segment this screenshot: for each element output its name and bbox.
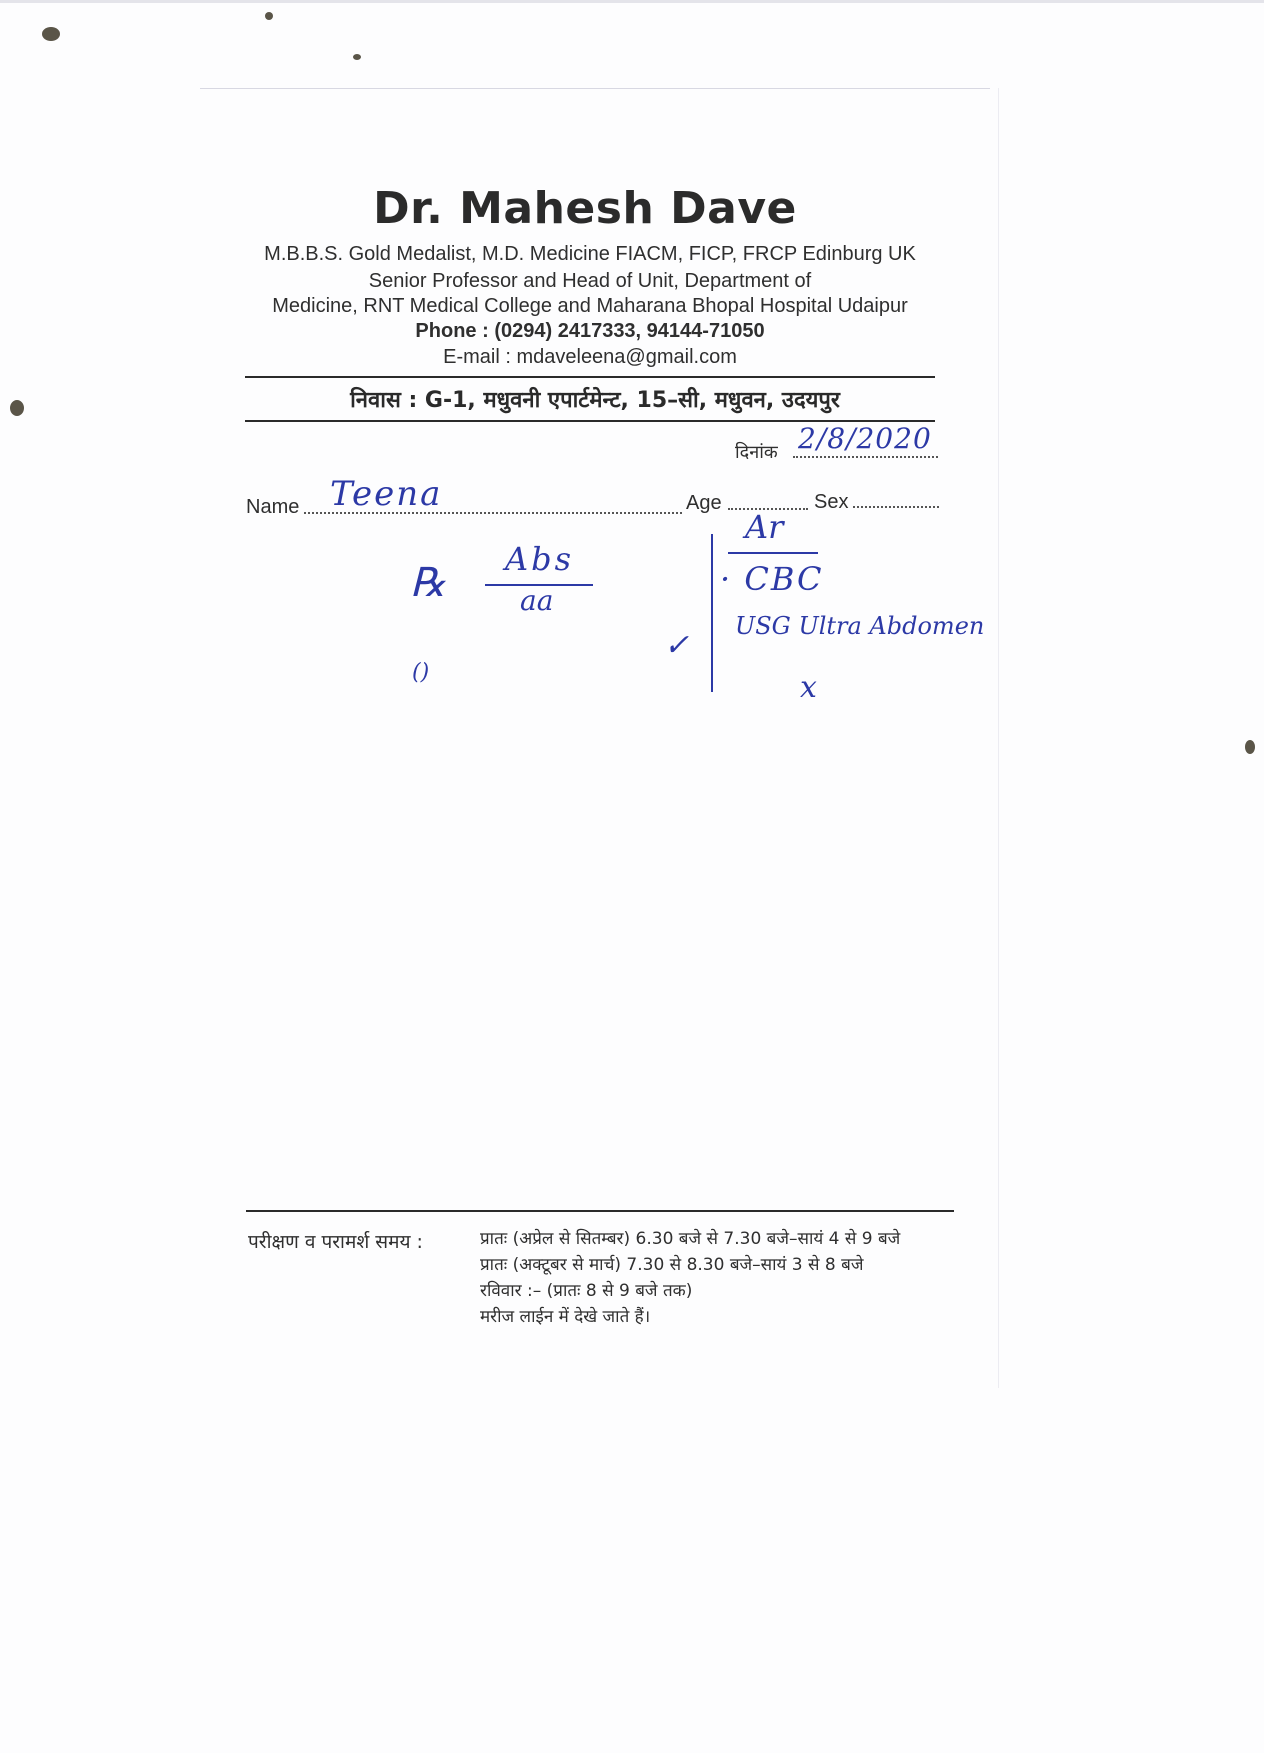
- date-label: दिनांक: [735, 442, 778, 463]
- consultation-hours-label: परीक्षण व परामर्श समय :: [248, 1231, 423, 1253]
- scan-inner-line: [200, 88, 990, 89]
- date-dotted-line: [793, 456, 938, 458]
- scan-right-border: [998, 88, 999, 1388]
- age-label: Age: [686, 492, 722, 514]
- date-value: 2/8/2020: [798, 422, 932, 455]
- rx-check-mark: ✓: [664, 628, 690, 663]
- rx-right-top: Ar: [745, 508, 784, 546]
- rx-left-mark: (): [412, 660, 430, 685]
- scan-speck: [265, 12, 273, 20]
- sex-dotted-line: [853, 506, 939, 508]
- footer-rule: [246, 1210, 954, 1212]
- rx-right-underline: [728, 552, 818, 554]
- patient-name: Teena: [330, 474, 443, 514]
- rx-item-cbc: · CBC: [720, 560, 824, 598]
- email-address: E-mail : mdaveleena@gmail.com: [443, 346, 737, 368]
- header-rule-top: [245, 376, 935, 378]
- name-label: Name: [246, 496, 300, 518]
- rx-left-top: Abs: [505, 540, 575, 578]
- rx-left-bottom: aa: [520, 584, 554, 617]
- phone-label: Phone :: [415, 320, 489, 342]
- rx-item-usg: USG Ultra Abdomen: [735, 612, 985, 640]
- doctor-name: Dr. Mahesh Dave: [373, 183, 797, 234]
- rx-vertical-bar: [711, 534, 713, 692]
- doctor-position-line-1: Senior Professor and Head of Unit, Department of: [368, 270, 812, 292]
- scan-speck: [1245, 740, 1255, 754]
- hours-summer: प्रातः (अप्रेल से सितम्बर) 6.30 बजे से 7.30 बजे–सायं 4 से 9 बजे: [480, 1229, 901, 1249]
- phone-number: (0294) 2417333, 94144-71050: [494, 320, 765, 342]
- scan-top-edge: [0, 0, 1264, 3]
- scan-speck: [42, 27, 60, 41]
- phone-row: [200, 320, 980, 343]
- hours-sunday: रविवार :– (प्रातः 8 से 9 बजे तक): [480, 1281, 693, 1301]
- scan-speck: [10, 400, 24, 416]
- rx-symbol: ℞: [410, 560, 446, 606]
- doctor-position-line-2: Medicine, RNT Medical College and Maharana Bhopal Hospital Udaipur: [272, 295, 908, 317]
- rx-right-mark: x: [800, 670, 817, 705]
- sex-label: Sex: [814, 491, 849, 513]
- doctor-qualifications: M.B.B.S. Gold Medalist, M.D. Medicine FIACM, FICP, FRCP Edinburg UK: [264, 243, 916, 265]
- queue-note: मरीज लाईन में देखे जाते हैं।: [480, 1307, 651, 1327]
- residence-address: निवास : G-1, मधुवनी एपार्टमेन्ट, 15–सी, मधुवन, उदयपुर: [350, 388, 840, 413]
- scan-speck: [353, 54, 361, 60]
- hours-winter: प्रातः (अक्टूबर से मार्च) 7.30 से 8.30 बजे–सायं 3 से 8 बजे: [480, 1255, 864, 1275]
